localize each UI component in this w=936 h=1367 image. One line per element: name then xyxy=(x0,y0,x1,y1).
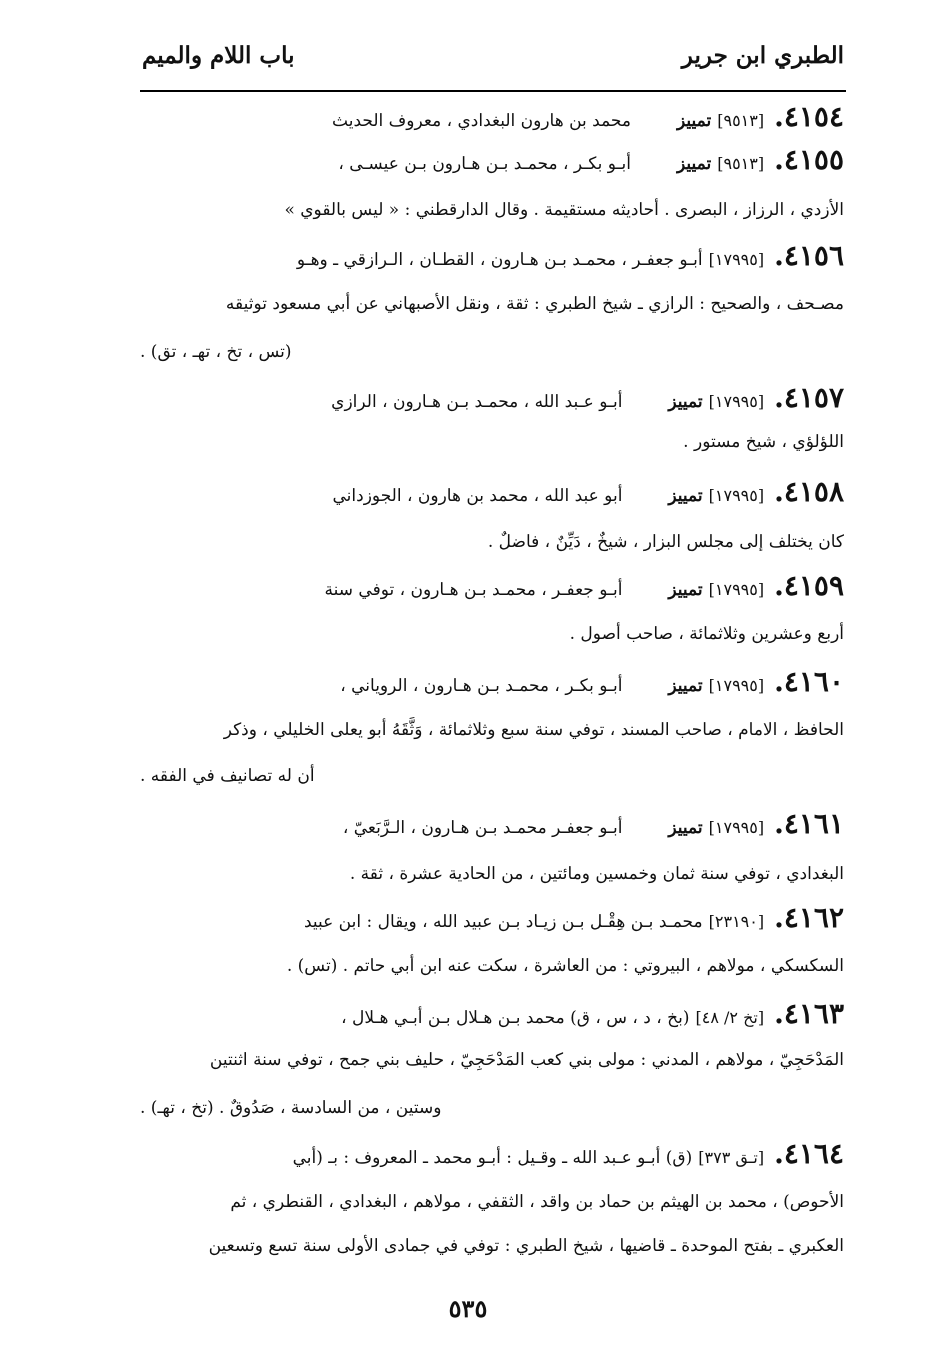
entry-heading-line xyxy=(140,140,844,180)
entry-continuation-line: العكبري ـ بفتح الموحدة ـ قاضيها ، شيخ الطبري : توفي في جمادى الأولى سنة تسع وتسعين xyxy=(208,1236,844,1256)
entry-number: ٤١٥٧. xyxy=(774,381,844,414)
entry-number: ٤١٥٩. xyxy=(774,569,844,602)
entry-tamyiz-label: تمييز xyxy=(677,154,712,174)
entry-heading-line xyxy=(140,898,844,938)
entry-number: ٤١٦٤. xyxy=(774,1137,844,1170)
entry-continuation-line: اللؤلؤي ، شيخ مستور . xyxy=(683,432,844,452)
entry-tamyiz-label: تمييز xyxy=(677,111,712,131)
entry-continuation-line: (تس ، تخ ، تهـ ، تق) . xyxy=(140,342,292,362)
running-header-title: الطبري ابن جرير xyxy=(681,42,844,69)
entry-reference: [تـق ٣٧٣] xyxy=(698,1148,765,1167)
entry-continuation-line: السكسكي ، مولاهم ، البيروتي : من العاشرة ، سكت عنه ابن أبي حاتم . (تس) . xyxy=(286,956,844,976)
entry-continuation-line: الأزدي ، الرزاز ، البصرى . أحاديثه مستقيمة . وقال الدارقطني : « ليس بالقوي » xyxy=(284,200,844,220)
entry-tamyiz-label: تمييز xyxy=(668,580,703,600)
entry-text: أبـو جعفـر ، محمـد بـن هـارون ، القطـان ، الـرازقي ـ وهـو xyxy=(296,250,703,270)
entry-tamyiz-label: تمييز xyxy=(668,392,703,412)
entry-heading-line xyxy=(140,236,844,276)
entry-reference: [٩٥١٣] xyxy=(717,154,765,173)
entry-continuation-line: الحافظ ، الامام ، صاحب المسند ، توفي سنة سبع وثلاثمائة ، وَثَّقَهُ أبو يعلى الخليلي ، وذكر xyxy=(223,720,844,740)
entry-reference: [٩٥١٣] xyxy=(717,111,765,130)
entry-number: ٤١٥٦. xyxy=(774,239,844,272)
entry-heading-line xyxy=(140,804,844,844)
entry-heading-line xyxy=(140,566,844,606)
header-rule xyxy=(140,90,846,92)
entry-continuation-line: البغدادي ، توفي سنة ثمان وخمسين ومائتين ، من الحادية عشرة ، ثقة . xyxy=(349,864,844,884)
entry-reference: [١٧٩٩٥] xyxy=(708,392,765,411)
entry-text: (بخ ، د ، س ، ق) محمد بـن هـلال بـن أبـي هـلال ، xyxy=(341,1008,690,1028)
running-header-chapter: باب اللام والميم xyxy=(142,42,295,69)
entry-tamyiz-label: تمييز xyxy=(668,676,703,696)
entry-text: أبـو بكـر ، محمـد بـن هـارون بـن عيسـى ، xyxy=(338,154,632,174)
entry-reference: [١٧٩٩٥] xyxy=(708,580,765,599)
entry-heading-line xyxy=(140,1134,844,1174)
entry-heading-line xyxy=(140,662,844,702)
entry-number: ٤١٦٢. xyxy=(774,901,844,934)
entry-heading-line xyxy=(140,472,844,512)
entry-reference: [١٧٩٩٥] xyxy=(708,250,765,269)
entry-number: ٤١٦٠. xyxy=(774,665,844,698)
entry-reference: [١٧٩٩٥] xyxy=(708,486,765,505)
entry-heading-line xyxy=(140,994,844,1034)
entry-continuation-line: أربع وعشرين وثلاثمائة ، صاحب أصول . xyxy=(569,624,844,644)
entry-heading-line xyxy=(140,97,844,137)
entry-number: ٤١٦٣. xyxy=(774,997,844,1030)
entry-continuation-line: وستين ، من السادسة ، صَدُوقٌ . (تخ ، تهـ) . xyxy=(140,1098,442,1118)
entry-text: أبـو جعفـر ، محمـد بـن هـارون ، توفي سنة xyxy=(324,580,623,600)
entry-tamyiz-label: تمييز xyxy=(668,486,703,506)
entry-number: ٤١٦١. xyxy=(774,807,844,840)
entry-text: أبو عبد الله ، محمد بن هارون ، الجوزداني xyxy=(332,486,623,506)
entry-heading-line xyxy=(140,378,844,418)
entry-reference: [١٧٩٩٥] xyxy=(708,676,765,695)
entry-reference: [٢٣١٩٠] xyxy=(708,912,765,931)
entry-tamyiz-label: تمييز xyxy=(668,818,703,838)
entry-continuation-line: المَدْحَجِيّ ، مولاهم ، المدني : مولى بني كعب المَدْحَجِيّ ، حليف بني جمح ، توفي سنة اثنتين xyxy=(209,1050,844,1070)
entry-continuation-line: كان يختلف إلى مجلس البزار ، شيخٌ ، دَيِّنٌ ، فاضلٌ . xyxy=(487,532,844,552)
entry-reference: [١٧٩٩٥] xyxy=(708,818,765,837)
entry-text: محمد بن هارون البغدادي ، معروف الحديث xyxy=(332,111,632,131)
entry-number: ٤١٥٨. xyxy=(774,475,844,508)
entry-text: محمـد بـن هِقْـل بـن زيـاد بـن عبيد الله ، ويقال : ابن عبيد xyxy=(303,912,703,932)
entry-text: أبـو عـبد الله ، محمـد بـن هـارون ، الرازي xyxy=(331,392,623,412)
entry-continuation-line: مصـحف ، والصحيح : الرازي ـ شيخ الطبري : ثقة ، ونقل الأصبهاني عن أبي مسعود توثيقه xyxy=(225,294,844,314)
entry-text: أبـو بكـر ، محمـد بـن هـارون ، الروياني ، xyxy=(340,676,623,696)
entry-number: ٤١٥٤. xyxy=(774,100,844,133)
entry-continuation-line: أن له تصانيف في الفقه . xyxy=(140,766,315,786)
entry-text: (ق) أبـو عـبد الله ـ وقـيل : أبـو محمد ـ المعروف : بـ (أبي xyxy=(292,1148,693,1168)
entry-continuation-line: الأحوص) ، محمد بن الهيثم بن حماد بن واقد ، الثقفي ، مولاهم ، البغدادي ، القنطري ، ثم xyxy=(230,1192,844,1212)
page-number: ٥٣٥ xyxy=(448,1294,488,1323)
entry-number: ٤١٥٥. xyxy=(774,143,844,176)
entry-reference: [تخ ٢/ ٤٨] xyxy=(695,1008,765,1027)
entry-text: أبـو جعفـر محمـد بـن هـارون ، الـرَّبَعيّ ، xyxy=(342,818,623,838)
